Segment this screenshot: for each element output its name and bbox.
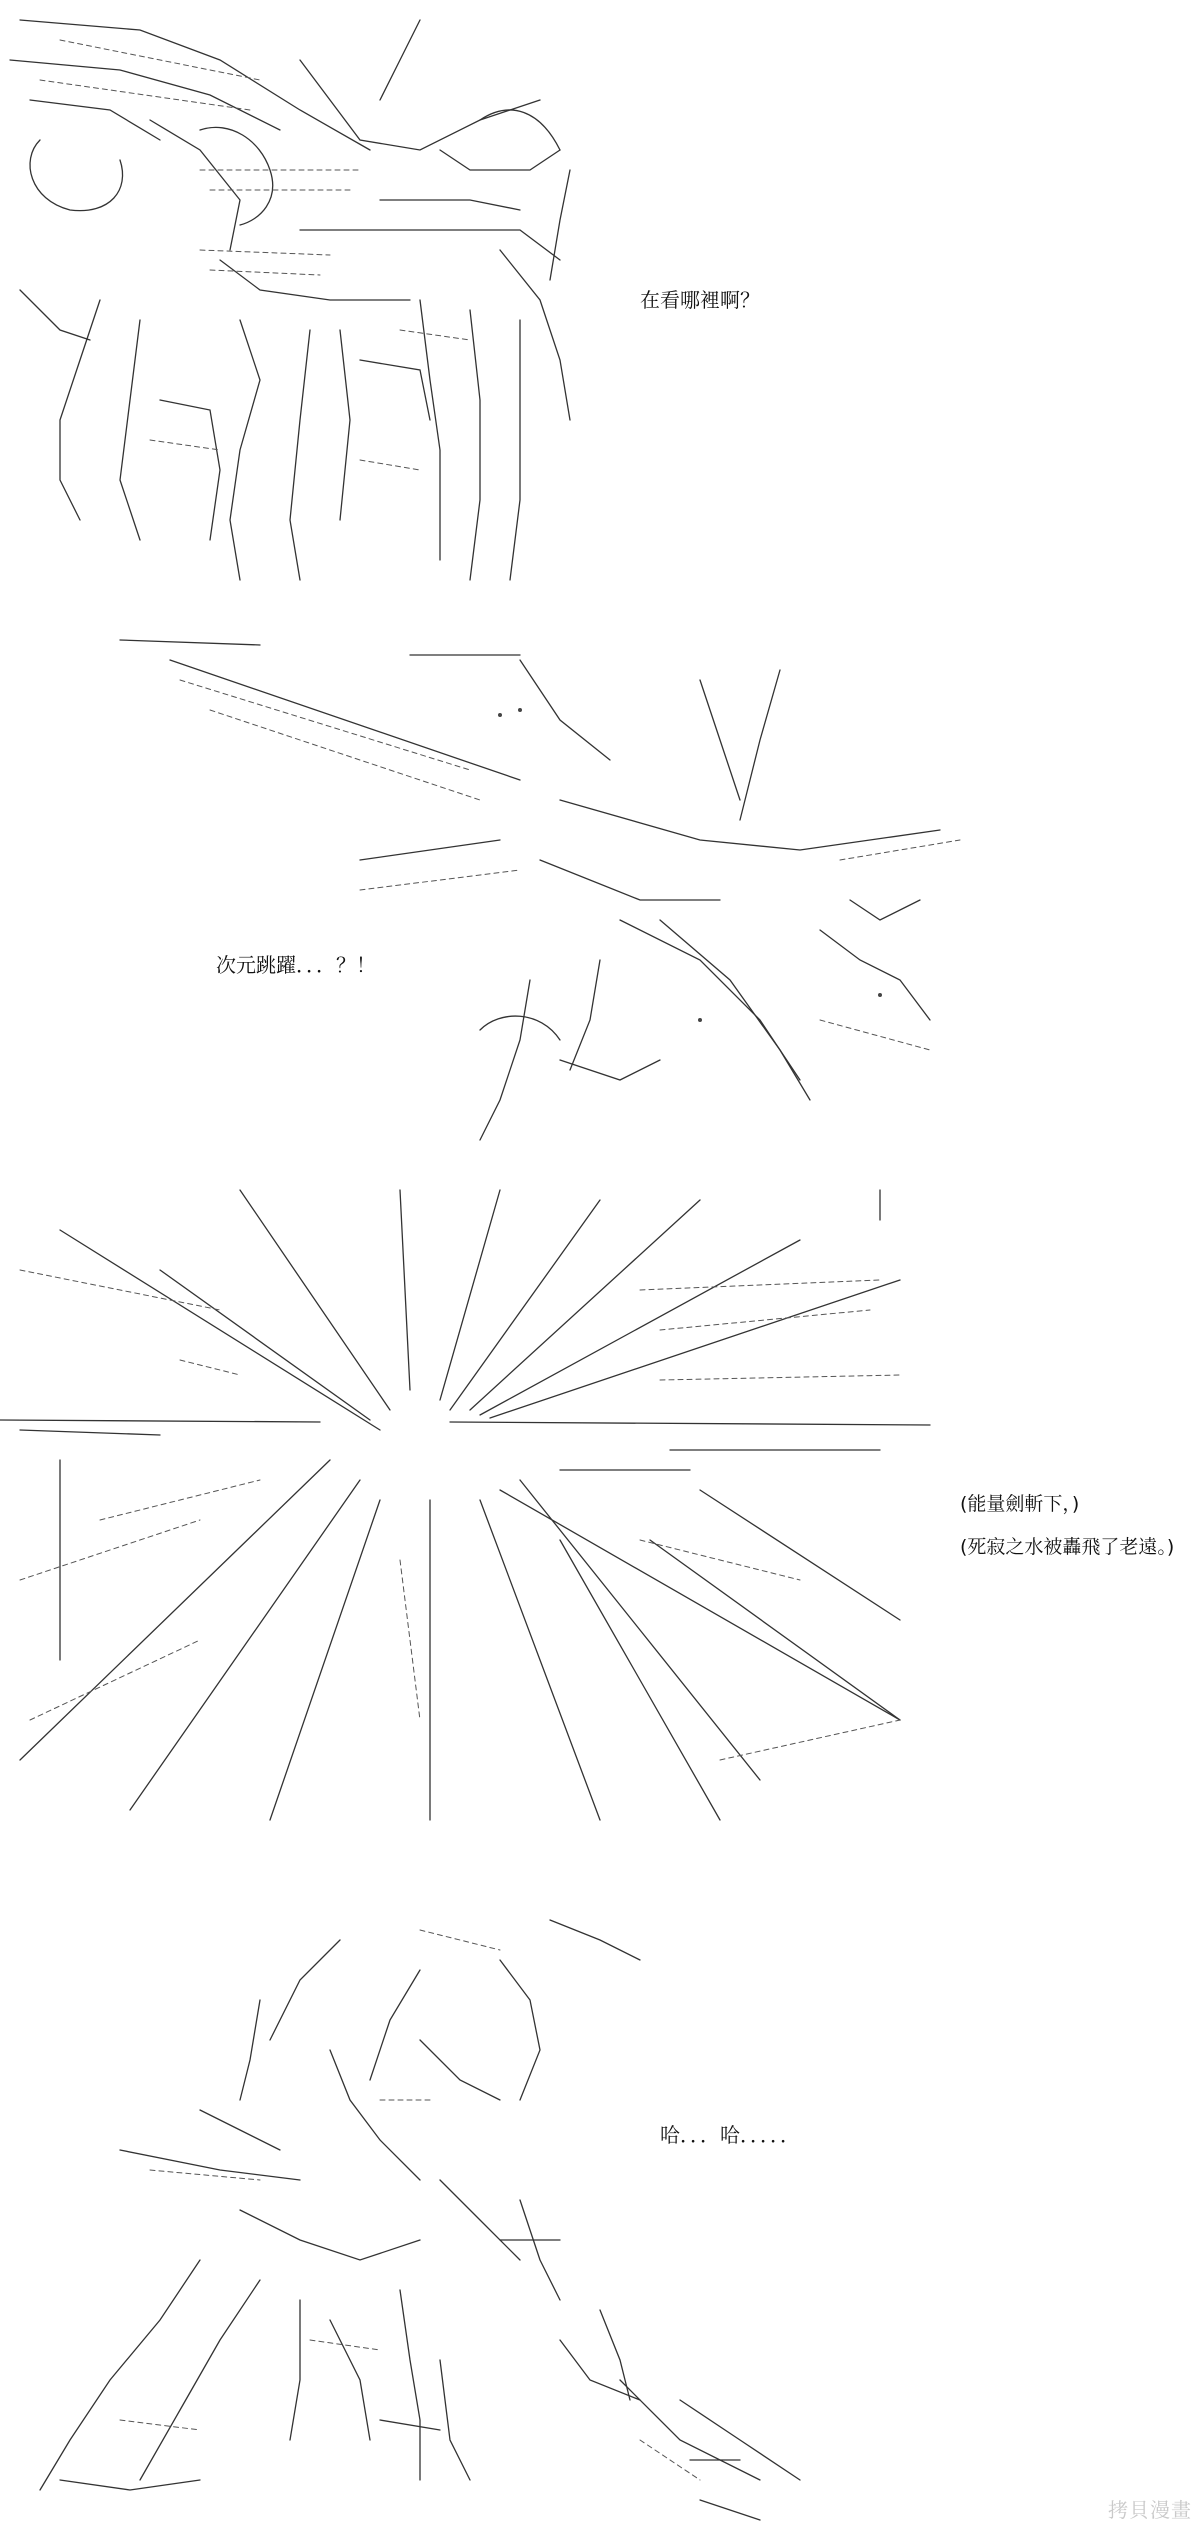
ascii-art-kneeling-figure xyxy=(0,1880,1200,2529)
dialogue-caption: 哈．．．哈．．．．． xyxy=(660,2123,800,2147)
dialogue-caption: 次元跳躍．．．？！ xyxy=(216,953,376,977)
narration-caption: (能量劍斬下，) xyxy=(960,1493,1080,1515)
dialogue-caption: 在看哪裡啊？ xyxy=(640,288,760,312)
panel-3 xyxy=(0,1160,1200,1880)
narration-caption: (死寂之水被轟飛了老遠。) xyxy=(960,1536,1175,1558)
panel-1 xyxy=(0,0,1200,600)
watermark-text: 拷貝漫畫 xyxy=(1108,2498,1192,2522)
panel-2 xyxy=(0,600,1200,1160)
ascii-art-dimensional-jump xyxy=(0,600,1200,1160)
ascii-art-armored-figure xyxy=(0,0,1200,600)
panel-4 xyxy=(0,1880,1200,2529)
ascii-art-energy-sword-explosion xyxy=(0,1160,1200,1880)
